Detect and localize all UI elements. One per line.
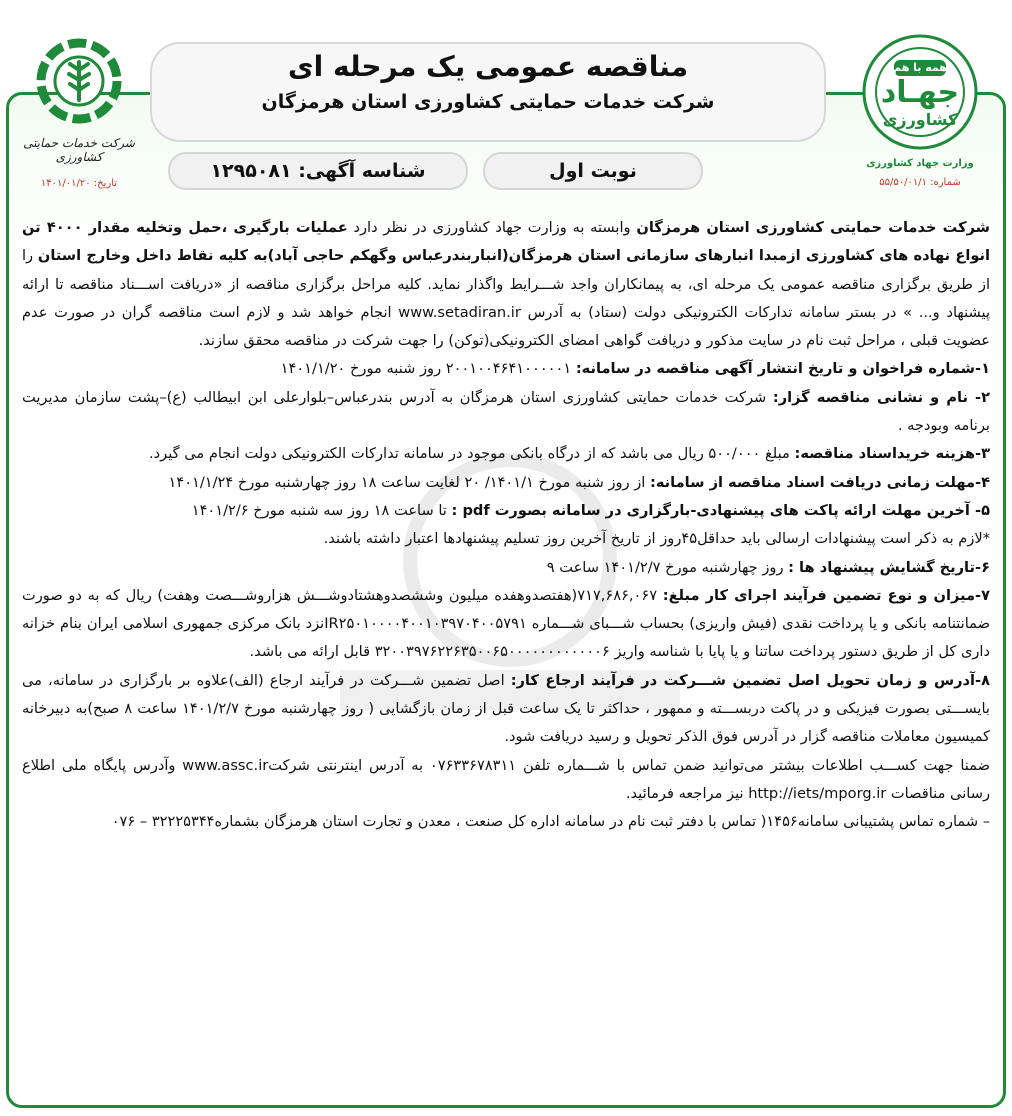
ministry-caption: وزارت جهاد کشاورزی: [866, 158, 974, 169]
announcement-body: [22, 214, 990, 837]
item-3-text: مبلغ ۵۰۰/۰۰۰ ریال می باشد که از درگاه بانکی موجود در سامانه تدارکات الکترونیکی دولت انجام می گیرد.: [149, 445, 795, 463]
title-box: [150, 42, 826, 142]
announcement-date: تاریخ: ۱۴۰۱/۰۱/۲۰: [40, 178, 118, 189]
item-7-text: ۷۱۷,۶۸۶,۰۶۷(هفتصدوهفده میلیون وششصدوهشتادوشـــش هزاروشـــصت وهفت) ریال که به دو صورت ضمانتنامه بانکی و یا پرداخت نقدی (فیش واریزی) بحساب شـــبای شـــماره IR۲۵۰۱۰۰۰۰۴۰۰۱۰۳۹۷۰۴۰۰۵۷۹۱نزد بانک مرکزی جمهوری اسلامی ایران بنام خزانه داری کل از طریق دستور پرداخت ساتنا و یا پایا با شناسه واریز ۳۲۰۰۳۹۷۶۲۲۶۳۵۰۰۶۵۰۰۰۰۰۰۰۰۰۰۰۰۶ قابل ارائه می باشد.: [22, 586, 990, 661]
item-3-label: ۳-هزینه خریداسناد مناقصه:: [794, 445, 990, 463]
item-5-text: تا ساعت ۱۸ روز سه شنبه مورخ ۱۴۰۱/۲/۶: [191, 501, 452, 519]
company-caption: شرکت خدمات حمایتی کشاورزی: [23, 136, 135, 164]
item-4-text: از روز شنبه مورخ ۱۴۰۱/۱/ ۲۰ لغایت ساعت ۱۸ روز چهارشنبه مورخ ۱۴۰۱/۱/۲۴: [168, 473, 650, 491]
letter-number: شماره: ۵۵/۵۰/۰۱/۱: [879, 177, 961, 188]
item-2: [22, 384, 990, 441]
item-6: [22, 554, 990, 582]
item-8-label: ۸-آدرس و زمان تحویل اصل تضمین شـــرکت در فرآیند ارجاع کار:: [510, 671, 990, 689]
item-3: [22, 440, 990, 468]
item-4: [22, 469, 990, 497]
item-1: [22, 355, 990, 383]
item-1-text: ۲۰۰۱۰۰۴۶۴۱۰۰۰۰۰۱ روز شنبه مورخ ۱۴۰۱/۱/۲۰: [280, 360, 576, 378]
validity-note: *لازم به ذکر است پیشنهادات ارسالی باید حداقل۴۵روز از تاریخ آخرین روز تسلیم پیشنهادها اعتبار داشته باشند.: [323, 530, 990, 548]
page-subtitle: شرکت خدمات حمایتی کشاورزی استان هرمزگان: [261, 91, 715, 113]
item-5-label: ۵- آخرین مهلت ارائه پاکت های پیشنهادی-بارگزاری در سامانه بصورت pdf :: [451, 501, 990, 519]
company-logo: [12, 36, 146, 189]
contact-paragraph: ضمنا جهت کســـب اطلاعات بیشتر می‌توانید ضمن تماس با شـــماره تلفن ۰۷۶۳۳۶۷۸۳۱۱ به آدرس اینترنتی شرکتwww.assc.ir وآدرس پایگاه ملی اطلاع رسانی مناقصات http://iets/mporg.ir نیز مراجعه فرمائید.: [22, 756, 990, 802]
item-2-text: شرکت خدمات حمایتی کشاورزی استان هرمزگان به آدرس بندرعباس–بلوارعلی ابن ابیطالب (ع)–پشت سازمان مدیریت برنامه وبودجه .: [22, 388, 990, 435]
page-title: مناقصه عمومی یک مرحله ای: [287, 50, 689, 83]
intro-text-b: را از طریق برگزاری مناقصه عمومی یک مرحله ای، به پیمانکاران واجد شـــرایط واگذار نماید. کلیه مراحل برگزاری مناقصه از «دریافت اســـناد مناقصه تا ارائه پیشنهاد و... » در بستر سامانه تدارکات الکترونیکی دولت (ستاد) به آدرس www.setadiran.ir انجام خواهد شد و لازم است مناقصه گران در صورت عدم عضویت قبلی ، مراحل ثبت نام در سایت مذکور و دریافت گواهی امضای الکترونیکی(توکن) را جهت شرکت در مناقصه محقق سازند.: [22, 247, 991, 350]
item-7-label: ۷-میزان و نوع تضمین فرآیند اجرای کار مبلغ:: [662, 586, 991, 604]
intro-paragraph: [22, 214, 990, 355]
item-8-text: اصل تضمین شـــرکت در فرآیند ارجاع (الف)علاوه بر بارگزاری در سامانه، می بایســـتی بصورت فیزیکی و در پاکت دربســـته و ممهور ، حداکثر تا یک ساعت قبل از زمان بازگشایی ( روز چهارشنبه مورخ ۱۴۰۱/۲/۷ ساعت ۸ صبح)به دبیرخانه کمیسیون معاملات مناقصه گزار در آدرس فوق الذکر تحویل و رسید دریافت شود.: [22, 671, 990, 746]
item-7: [22, 582, 990, 667]
item-8: [22, 667, 990, 752]
intro-company: شرکت خدمات حمایتی کشاورزی استان هرمزگان: [636, 219, 990, 236]
item-4-label: ۴-مهلت زمانی دریافت اسناد مناقصه از سامانه:: [649, 473, 990, 491]
item-6-text: روز چهارشنبه مورخ ۱۴۰۱/۲/۷ ساعت ۹: [546, 558, 789, 576]
ministry-logo: [840, 32, 1000, 192]
item-2-label: ۲- نام و نشانی مناقصه گزار:: [772, 388, 991, 406]
item-1-label: ۱-شماره فراخوان و تاریخ انتشار آگهی مناقصه در سامانه:: [575, 360, 990, 378]
intro-text-a: وابسته به وزارت جهاد کشاورزی در نظر دارد: [347, 219, 637, 236]
intro-operation: عملیات بارگیری ،حمل وتخلیه مقدار ۴۰۰۰ تن انواع نهاده های کشاورزی ازمبدا انبارهای سازمانی استان هرمزگان(انباربندرعباس وگهکم حاجی آباد)به کلیه نقاط داخل وخارج استان: [22, 219, 990, 265]
item-6-label: ۶-تاریخ گشایش پیشنهاد ها :: [788, 558, 990, 576]
round-badge: نوبت اول: [483, 152, 703, 190]
seal-bottom-text: کشاورزی: [882, 110, 958, 129]
ad-id-badge: شناسه آگهی: ۱۲۹۵۰۸۱: [168, 152, 468, 190]
seal-main-text: جهـاد: [880, 75, 960, 110]
seal-top-text: همه با هم: [893, 61, 947, 74]
item-5: [22, 497, 990, 525]
support-line: – شماره تماس پشتیبانی سامانه۱۴۵۶( تماس با دفتر ثبت نام در سامانه اداره کل صنعت ، معدن و تجارت استان هرمزگان بشماره۳۲۲۲۵۳۴۴ – ۰۷۶: [111, 813, 990, 831]
wheat-emblem-icon: [34, 36, 124, 126]
